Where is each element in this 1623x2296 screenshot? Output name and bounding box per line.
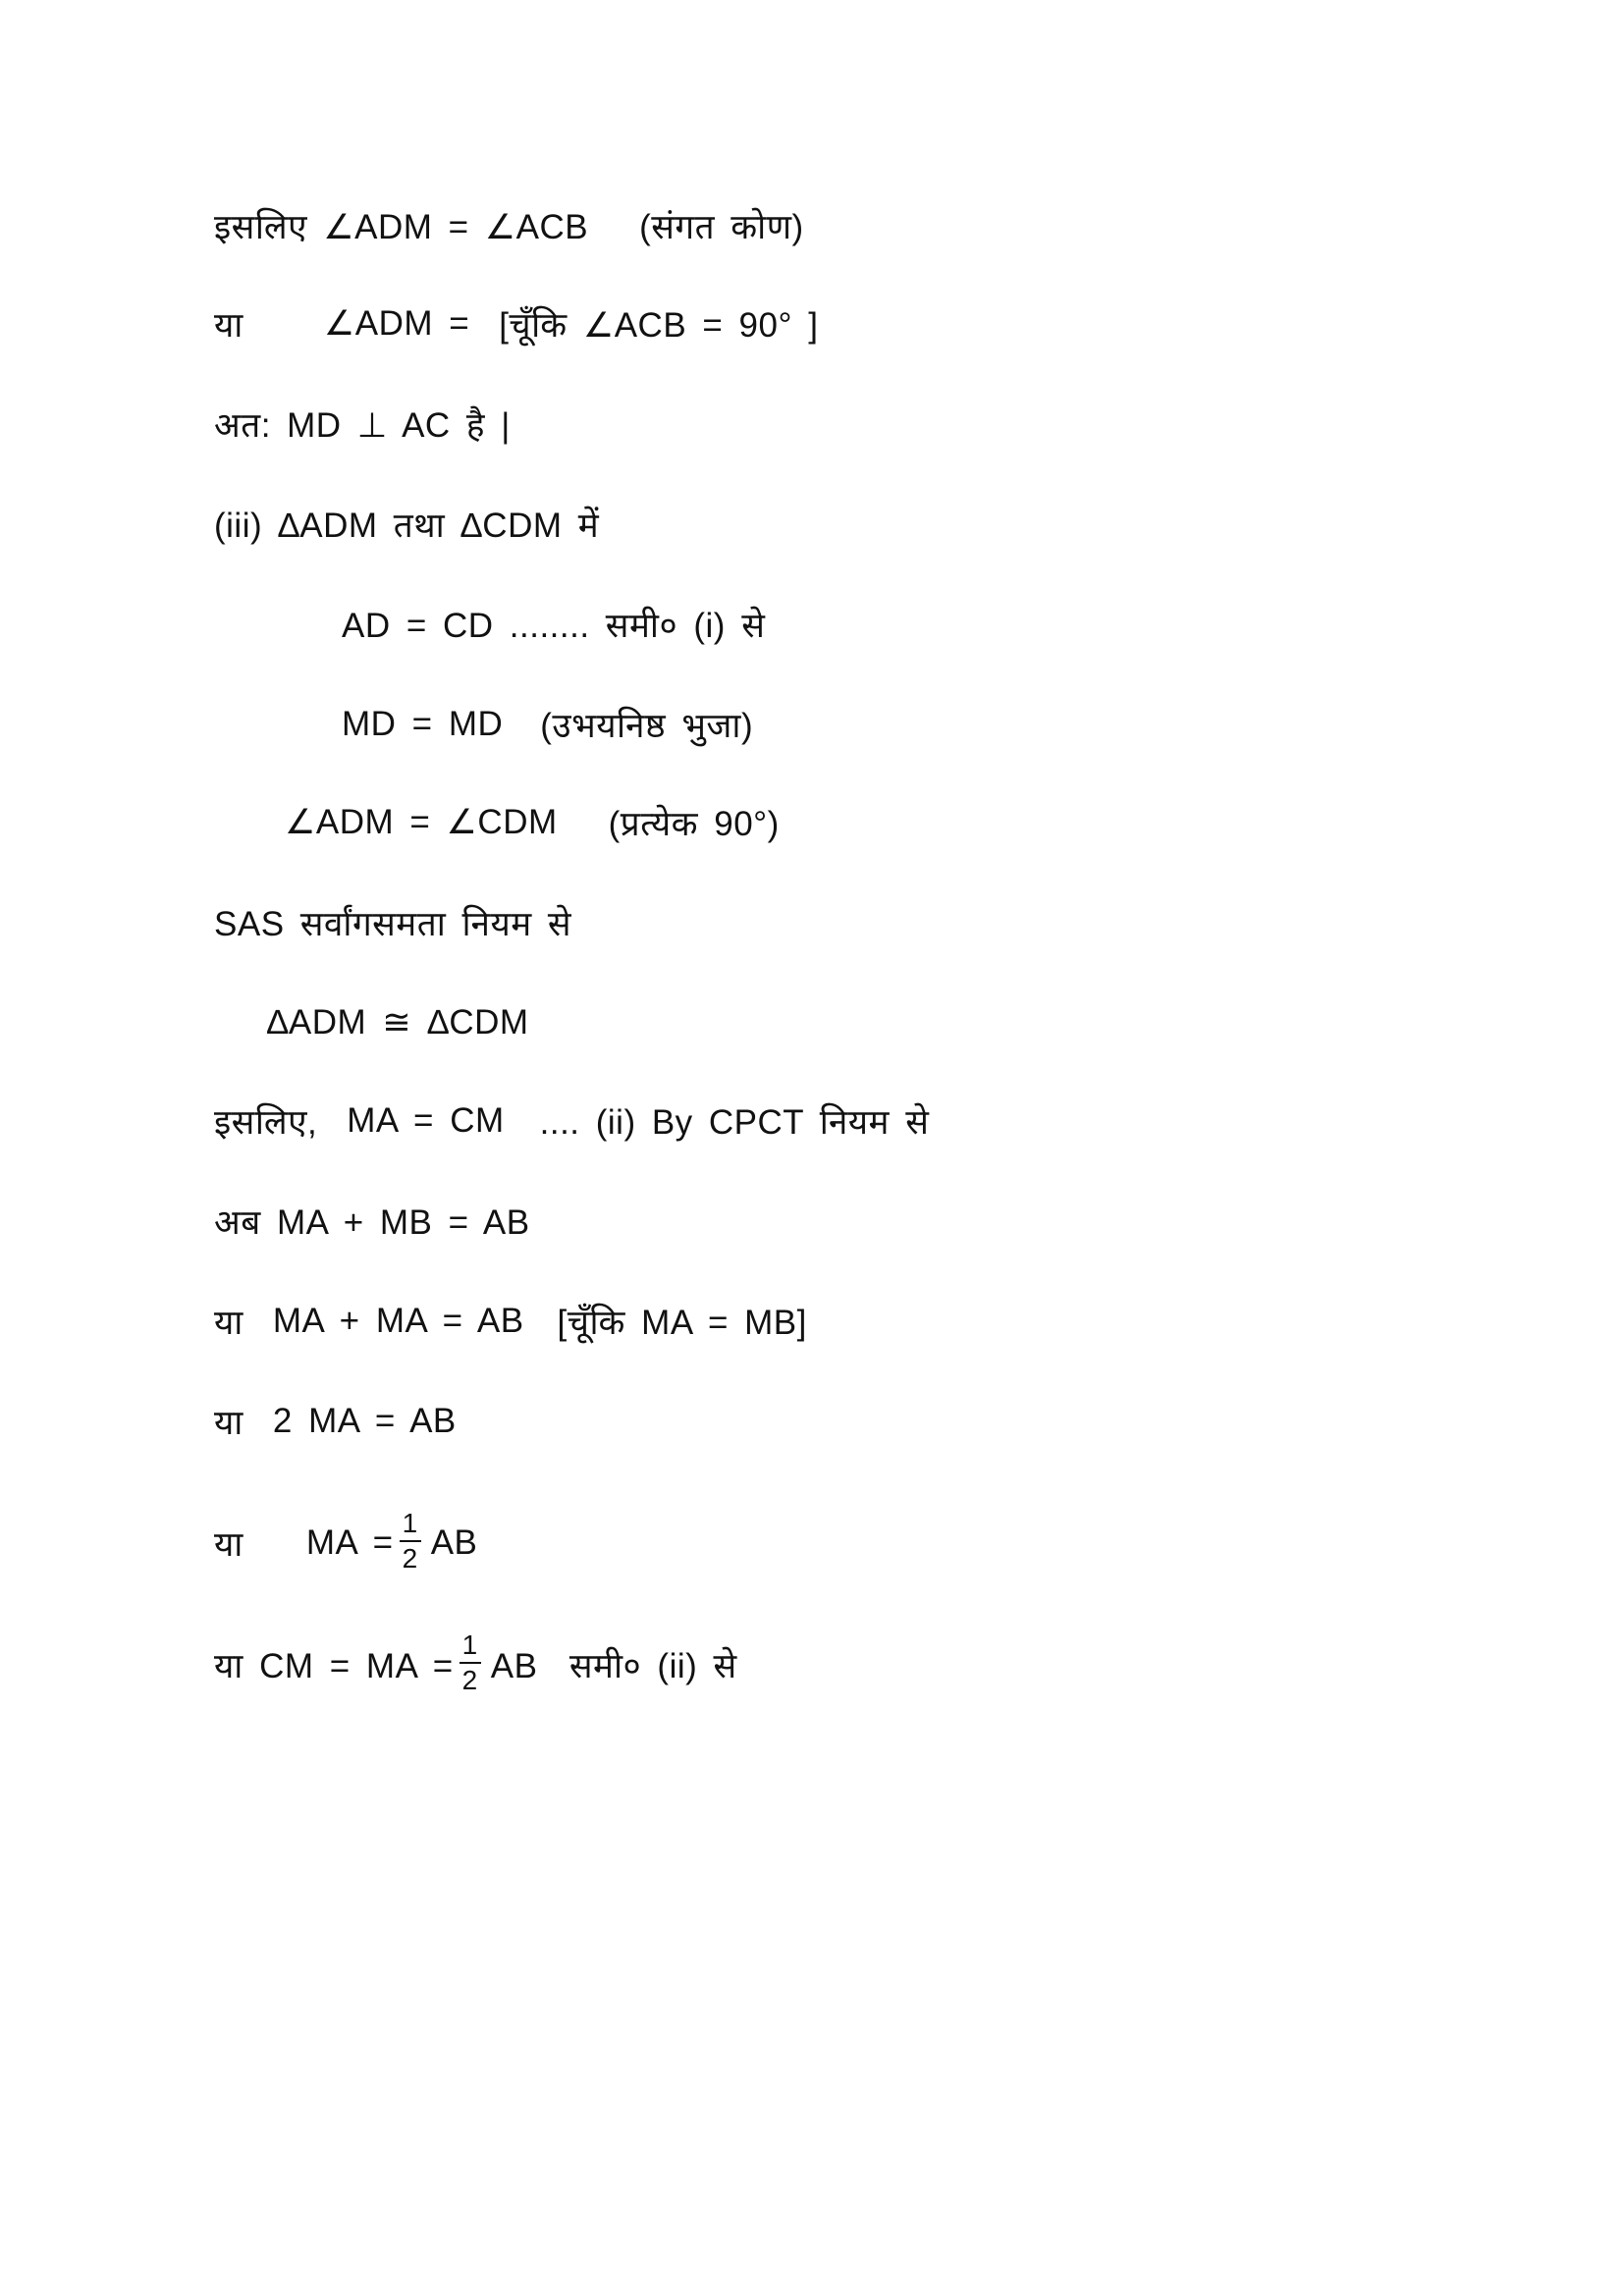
- line-4: [0, 495, 599, 554]
- line-10-text: MA = CM: [347, 1101, 505, 1140]
- line-14-tail: AB: [430, 1523, 478, 1562]
- line-13-text: 2 MA = AB: [272, 1402, 457, 1440]
- line-14: [0, 1504, 477, 1582]
- line-15-text: या CM = MA =: [214, 1646, 454, 1685]
- fraction-denominator: 2: [402, 1543, 418, 1574]
- line-6-note: (उभयनिष्ठ भुजा): [540, 706, 754, 745]
- fraction-numerator: 1: [400, 1510, 421, 1542]
- line-11: [0, 1192, 530, 1251]
- line-12: [0, 1292, 807, 1351]
- line-14-lead: या: [214, 1524, 243, 1564]
- line-10-note: .... (ii) By CPCT नियम से: [539, 1102, 930, 1142]
- fraction-numerator: 1: [460, 1631, 481, 1664]
- line-12-note: [चूँकि MA = MB]: [557, 1303, 807, 1342]
- line-13: [0, 1392, 457, 1451]
- line-7-note: (प्रत्येक 90°): [608, 804, 780, 843]
- line-13-lead: या: [214, 1403, 243, 1442]
- line-1-note: (संगत कोण): [639, 207, 804, 246]
- line-9: [0, 993, 529, 1052]
- line-6-text: MD = MD: [342, 705, 504, 743]
- one-half-fraction: [460, 1631, 481, 1694]
- line-7: [0, 793, 780, 852]
- line-2: [0, 294, 818, 353]
- line-12-lead: या: [214, 1303, 243, 1342]
- line-1-text: इसलिए ∠ADM = ∠ACB: [214, 207, 589, 246]
- line-1: [0, 196, 804, 255]
- line-10: [0, 1092, 929, 1150]
- line-7-text: ∠ADM = ∠CDM: [285, 803, 558, 841]
- line-3-text: अत: MD ⊥ AC है |: [214, 405, 511, 445]
- fraction-denominator: 2: [461, 1665, 478, 1695]
- line-15: [0, 1626, 737, 1704]
- line-3: [0, 395, 511, 454]
- line-12-text: MA + MA = AB: [272, 1302, 524, 1340]
- line-8-text: SAS सर्वांगसमता नियम से: [214, 904, 572, 943]
- line-9-text: ∆ADM ≅ ∆CDM: [267, 1003, 529, 1041]
- line-11-text: अब MA + MB = AB: [214, 1202, 530, 1242]
- line-5: [0, 595, 765, 654]
- line-8: [0, 893, 571, 952]
- line-14-text: MA =: [305, 1523, 394, 1562]
- line-4-text: (iii) ∆ADM तथा ∆CDM में: [214, 506, 600, 545]
- line-5-text: AD = CD ........ समी० (i) से: [342, 606, 766, 645]
- line-15-tail: AB समी० (ii) से: [490, 1646, 737, 1685]
- line-6: [0, 695, 753, 754]
- line-10-lead: इसलिए,: [214, 1102, 318, 1142]
- line-2-note: [चूँकि ∠ACB = 90° ]: [499, 305, 819, 345]
- line-2-lead: या: [214, 305, 243, 345]
- one-half-fraction: [400, 1510, 421, 1573]
- line-2-text: ∠ADM =: [323, 304, 470, 343]
